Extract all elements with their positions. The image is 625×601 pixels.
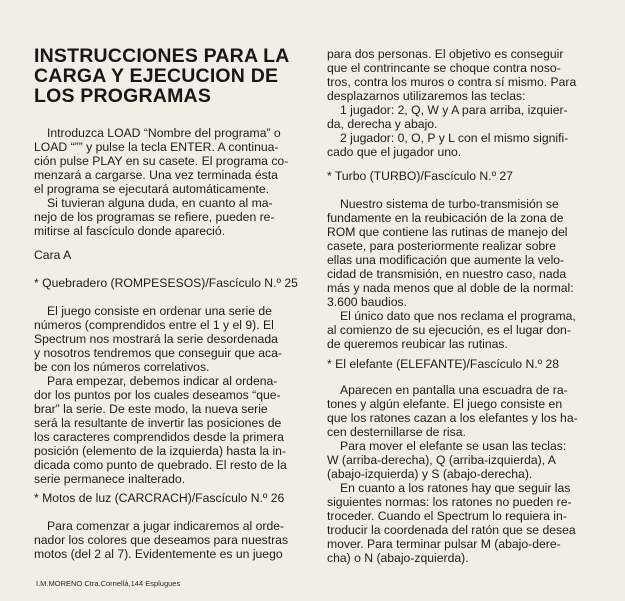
- printer-imprint: I.M.MORENO Ctra.Cornellá,144 Esplugues: [36, 579, 181, 588]
- text-line: brar” la serie. De este modo, la nueva serie: [34, 402, 268, 416]
- text-line: Para mover el elefante se usan las teclas:: [340, 439, 567, 453]
- text-line: y nosotros tendremos que conseguir que aca-: [34, 346, 282, 360]
- text-line: W (arriba-derecha), Q (arriba-izquierda), A: [327, 453, 556, 467]
- text-line: que el contrincante se choque contra noso-: [327, 61, 561, 75]
- text-line: casete, para posteriormente realizar sobre: [327, 239, 556, 253]
- text-line: números (comprendidos entre el 1 y el 9). El: [34, 318, 274, 332]
- text-line: de queremos reubicar las rutinas.: [327, 337, 508, 351]
- section-heading-elefante: * El elefante (ELEFANTE)/Fascículo N.º 28: [327, 357, 560, 371]
- text-line: dor los puntos por los cuales deseamos “que-: [34, 388, 281, 402]
- text-line: menzará a cargarse. Una vez terminada ésta: [34, 168, 278, 182]
- text-line: posición (elemento de la izquierda) hasta la in-: [34, 444, 287, 458]
- text-line: desplazarnos utilizaremos las teclas:: [327, 89, 526, 103]
- text-line: nador los colores que deseamos para nuestras: [34, 533, 289, 547]
- text-line: para dos personas. El objetivo es conseguir: [327, 47, 564, 61]
- text-line: tones y algún elefante. El juego consiste en: [327, 397, 563, 411]
- text-line: el programa se ejecutará automáticamente.: [34, 182, 270, 196]
- text-line: al comienzo de su ejecución, es el lugar don-: [327, 323, 571, 337]
- text-line: 1 jugador: 2, Q, W y A para arriba, izquier-: [340, 103, 568, 117]
- text-line: ROM que contiene las rutinas de manejo del: [327, 225, 568, 239]
- text-line: 3.600 baudios.: [327, 295, 407, 309]
- text-line: Para empezar, debemos indicar al ordena-: [47, 374, 278, 388]
- text-line: El único dato que nos reclama el programa,: [340, 309, 576, 323]
- text-line: 2 jugador: 0, O, P y L con el mismo signifi-: [340, 131, 569, 145]
- text-line: Si tuvieran alguna duda, en cuanto al ma-: [47, 196, 273, 210]
- text-line: mitirse al fascículo donde apareció.: [34, 224, 226, 238]
- side-label: Cara A: [34, 248, 72, 262]
- text-line: fundamente en la reubicación de la zona de: [327, 211, 564, 225]
- text-line: más y nada menos que al doble de la normal:: [327, 281, 574, 295]
- text-line: ellas una modificación que aumente la velo-: [327, 253, 565, 267]
- text-line: (abajo-izquierda) y S (abajo-derecha).: [327, 467, 533, 481]
- text-line: cen desternillarse de risa.: [327, 425, 466, 439]
- text-line: troceder. Cuando el Spectrum lo requiera in-: [327, 509, 567, 523]
- text-line: Para comenzar a jugar indicaremos al orde-: [47, 519, 285, 533]
- text-line: be con los números correlativos.: [34, 360, 210, 374]
- text-line: Introduzca LOAD “Nombre del programa” o: [47, 126, 281, 140]
- text-line: dicada como punto de quebrado. El resto de la: [34, 458, 287, 472]
- text-line: cidad de transmisión, en nuestro caso, nada: [327, 267, 567, 281]
- text-line: LOAD “”” y pulse la tecla ENTER. A continua-: [34, 140, 279, 154]
- text-line: cado que el jugador uno.: [327, 145, 462, 159]
- text-line: Aparecen en pantalla una escuadra de ra-: [340, 383, 568, 397]
- page-title: [34, 46, 302, 106]
- text-line: siguientes normas: los ratones no pueden re-: [327, 495, 572, 509]
- text-line: serie permanece inalterado.: [34, 472, 186, 486]
- text-line: tros, contra los muros o contra sí mismo. Para: [327, 75, 577, 89]
- text-line: motos (del 2 al 7). Evidentemente es un juego: [34, 547, 283, 561]
- text-line: El juego consiste en ordenar una serie de: [47, 304, 272, 318]
- text-line: nejo de los programas se refiere, pueden re-: [34, 210, 275, 224]
- text-line: da, derecha y abajo.: [327, 117, 438, 131]
- section-heading-quebradero: * Quebradero (ROMPESESOS)/Fascículo N.º 25: [34, 276, 298, 290]
- text-line: En cuanto a los ratones hay que seguir las: [340, 481, 571, 495]
- text-line: Spectrum nos mostrará la serie desordenada: [34, 332, 278, 346]
- text-line: Nuestro sistema de turbo-transmisión se: [340, 197, 559, 211]
- text-line: troducir la coordenada del ratón que se desea: [327, 523, 576, 537]
- section-heading-motos: * Motos de luz (CARCRACH)/Fascículo N.º 26: [34, 491, 285, 505]
- text-line: que los ratones cazan a los elefantes y los ha-: [327, 411, 578, 425]
- title-line: CARGA Y EJECUCION DE: [34, 65, 279, 87]
- text-line: será la resultante de invertir las posiciones de: [34, 416, 282, 430]
- section-heading-turbo: * Turbo (TURBO)/Fascículo N.º 27: [327, 169, 513, 183]
- text-line: los caracteres comprendidos desde la primera: [34, 430, 284, 444]
- title-line: LOS PROGRAMAS: [34, 85, 212, 107]
- text-line: ción pulse PLAY en su casete. El programa co-: [34, 154, 289, 168]
- title-line: INSTRUCCIONES PARA LA: [34, 45, 290, 67]
- text-line: mover. Para terminar pulsar M (abajo-dere-: [327, 537, 561, 551]
- text-line: cha) o N (abajo-zquierda).: [327, 551, 469, 565]
